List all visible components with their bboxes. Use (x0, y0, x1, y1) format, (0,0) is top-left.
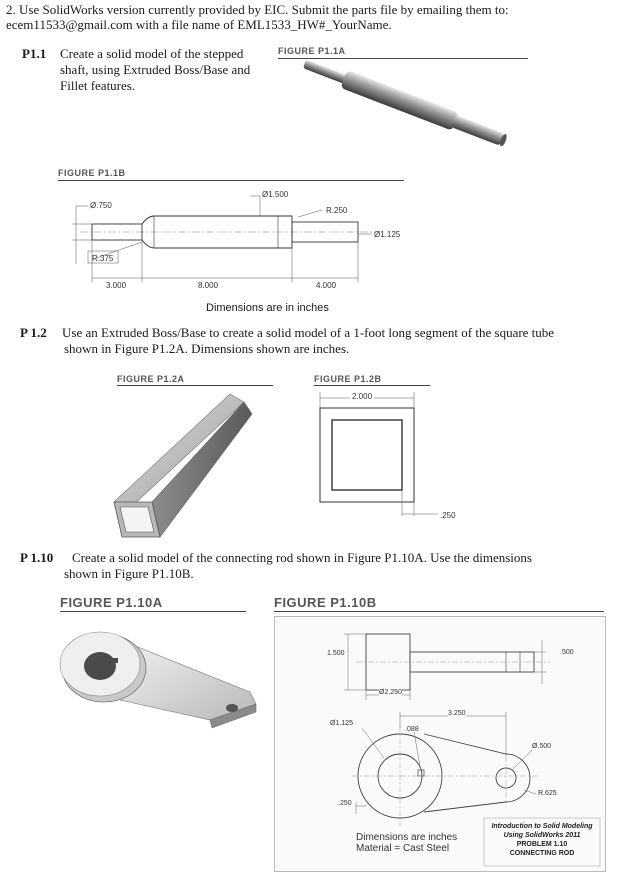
stepped-shaft-3d-image (290, 62, 530, 152)
figure-label-p1-10b: FIGURE P1.10B (274, 595, 377, 610)
figure-rule (314, 385, 430, 386)
connecting-rod-3d-image (60, 620, 260, 730)
dim-h1500: 1.500 (327, 650, 345, 657)
p1-10-line-1: Create a solid model of the connecting rod shown in Figure P1.10A. Use the dimensions (72, 550, 532, 565)
dim-l3250: 3.250 (448, 710, 466, 717)
dim-d2250: Ø2.250 (379, 689, 402, 696)
dim-l3000: 3.000 (106, 281, 127, 290)
figure-label-p1-10a: FIGURE P1.10A (60, 595, 163, 610)
dim-d1125: Ø1.125 (330, 720, 353, 727)
p1-10-notes (356, 832, 457, 854)
title-block-line-1: Introduction to Solid Modeling (491, 823, 593, 830)
title-block-line-3: PROBLEM 1.10 (516, 841, 568, 848)
intro-line-2: ecem11533@gmail.com with a file name of EML1533_HW#_YourName. (6, 17, 392, 32)
p1-2-line-1: Use an Extruded Boss/Base to create a solid model of a 1-foot long segment of the square tube (62, 325, 555, 340)
problem-text-p1-10 (64, 550, 618, 582)
figure-label-p1-2a: FIGURE P1.2A (117, 374, 185, 384)
problem-label-p1-2: P 1.2 (20, 325, 47, 340)
stepped-shaft-drawing (60, 186, 410, 296)
dim-l4000: 4.000 (316, 281, 337, 290)
dim-t250: .250 (338, 800, 352, 807)
dim-d500: Ø.500 (532, 743, 552, 750)
p1-10-line-2: shown in Figure P1.10B. (64, 566, 194, 581)
problem-label-p1-10: P 1.10 (20, 550, 54, 565)
p1-1-line-1: Create a solid model of the stepped (60, 46, 244, 61)
dim-k088: .088 (405, 726, 419, 733)
problem-text-p1-1 (60, 46, 270, 94)
dim-r625: R.625 (538, 790, 557, 797)
title-block (484, 822, 600, 858)
figure-rule (60, 611, 246, 612)
figure-label-p1-1b: FIGURE P1.1B (58, 168, 126, 178)
figure-label-p1-2b: FIGURE P1.2B (314, 374, 382, 384)
title-block-line-4: CONNECTING ROD (509, 850, 575, 857)
figure-rule (58, 180, 404, 181)
problem-text-p1-2 (62, 325, 618, 357)
p1-1-dimensions-note: Dimensions are in inches (206, 302, 329, 314)
square-tube-3d-image (112, 392, 282, 542)
dim-outer-2000: 2.000 (352, 392, 373, 401)
p1-1-line-3: Fillet features. (60, 78, 136, 93)
dim-d750: Ø.750 (90, 201, 112, 210)
p1-1-line-2: shaft, using Extruded Boss/Base and (60, 62, 251, 77)
dim-r375: R.375 (92, 254, 114, 263)
intro-text (6, 2, 618, 32)
title-block-line-2: Using SolidWorks 2011 (503, 832, 581, 839)
dim-d1500: Ø1.500 (262, 190, 289, 199)
note-material: Material = Cast Steel (356, 843, 450, 854)
figure-label-p1-1a: FIGURE P1.1A (278, 46, 346, 56)
p1-2-line-2: shown in Figure P1.2A. Dimensions shown are inches. (64, 341, 350, 356)
figure-rule (278, 58, 528, 59)
figure-rule (117, 385, 273, 386)
note-dimensions: Dimensions are inches (356, 832, 458, 843)
dim-d1125: Ø1.125 (374, 230, 401, 239)
dim-h500: .500 (560, 649, 574, 656)
square-tube-section-drawing (318, 392, 458, 522)
problem-label-p1-1: P1.1 (22, 46, 47, 61)
dim-wall-250: .250 (440, 511, 456, 520)
figure-rule (274, 611, 604, 612)
dim-r250: R.250 (326, 206, 348, 215)
dim-l8000: 8.000 (198, 281, 219, 290)
intro-line-1: 2. Use SolidWorks version currently provided by EIC. Submit the parts file by emailing them to: (6, 2, 509, 17)
